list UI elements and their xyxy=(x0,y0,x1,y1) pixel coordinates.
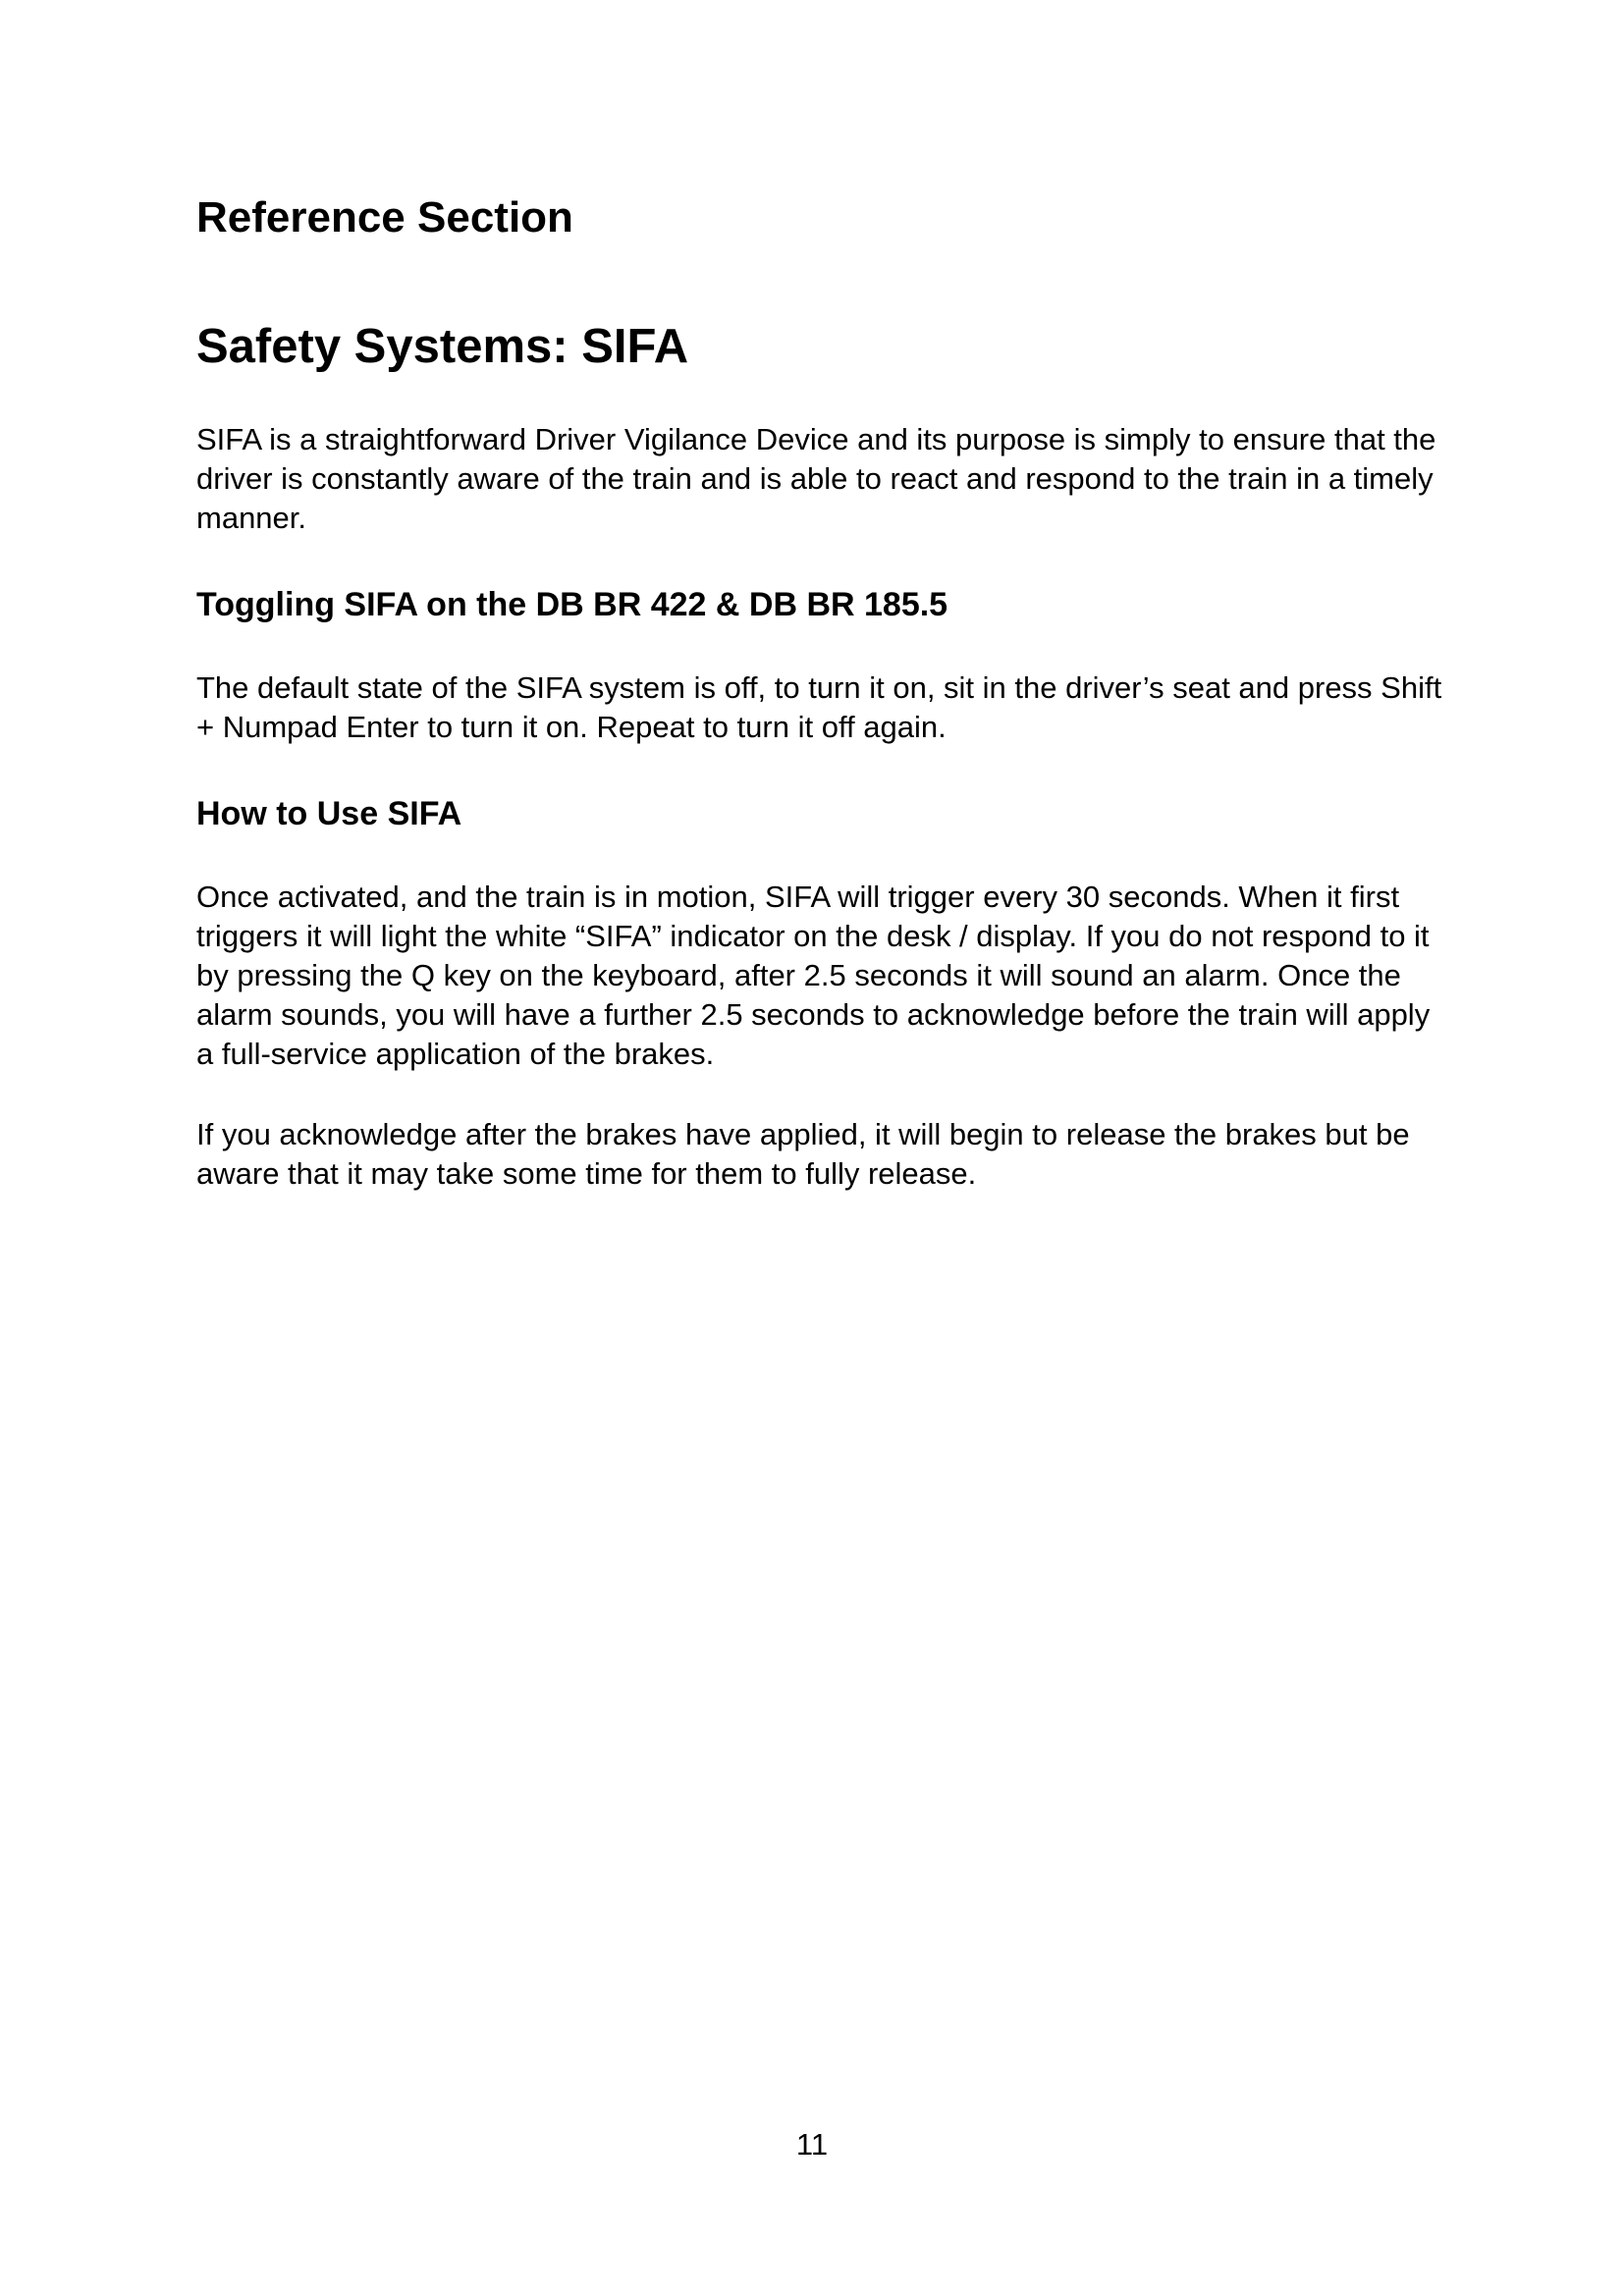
intro-paragraph: SIFA is a straightforward Driver Vigilance Device and its purpose is simply to ensure that the driver is constantly aware of the train and is able to react and respond to the train in a timely manner. xyxy=(196,422,1436,535)
page-number: 11 xyxy=(795,2127,829,2162)
subsection-heading-toggling-sifa: Toggling SIFA on the DB BR 422 & DB BR 185.5 xyxy=(196,586,948,623)
how-to-use-paragraph-1: Once activated, and the train is in motion, SIFA will trigger every 30 seconds. When it first triggers it will light the white “SIFA” indicator on the desk / display. If you do not respond to it by pressing the Q key on the keyboard, after 2.5 seconds it will sound an alarm. Once the alarm sounds, you will have a further 2.5 seconds to acknowledge before the train will apply a full-service application of the brakes. xyxy=(196,880,1431,1071)
subsection-heading-how-to-use-sifa: How to Use SIFA xyxy=(196,795,462,832)
page-title: Safety Systems: SIFA xyxy=(196,320,689,373)
reference-section-heading: Reference Section xyxy=(196,193,573,241)
toggling-sifa-paragraph: The default state of the SIFA system is off, to turn it on, sit in the driver’s seat and press Shift + Numpad Enter to turn it on. Repeat to turn it off again. xyxy=(196,670,1442,744)
how-to-use-paragraph-2: If you acknowledge after the brakes have applied, it will begin to release the brakes but be aware that it may take some time for them to fully release. xyxy=(196,1117,1410,1191)
